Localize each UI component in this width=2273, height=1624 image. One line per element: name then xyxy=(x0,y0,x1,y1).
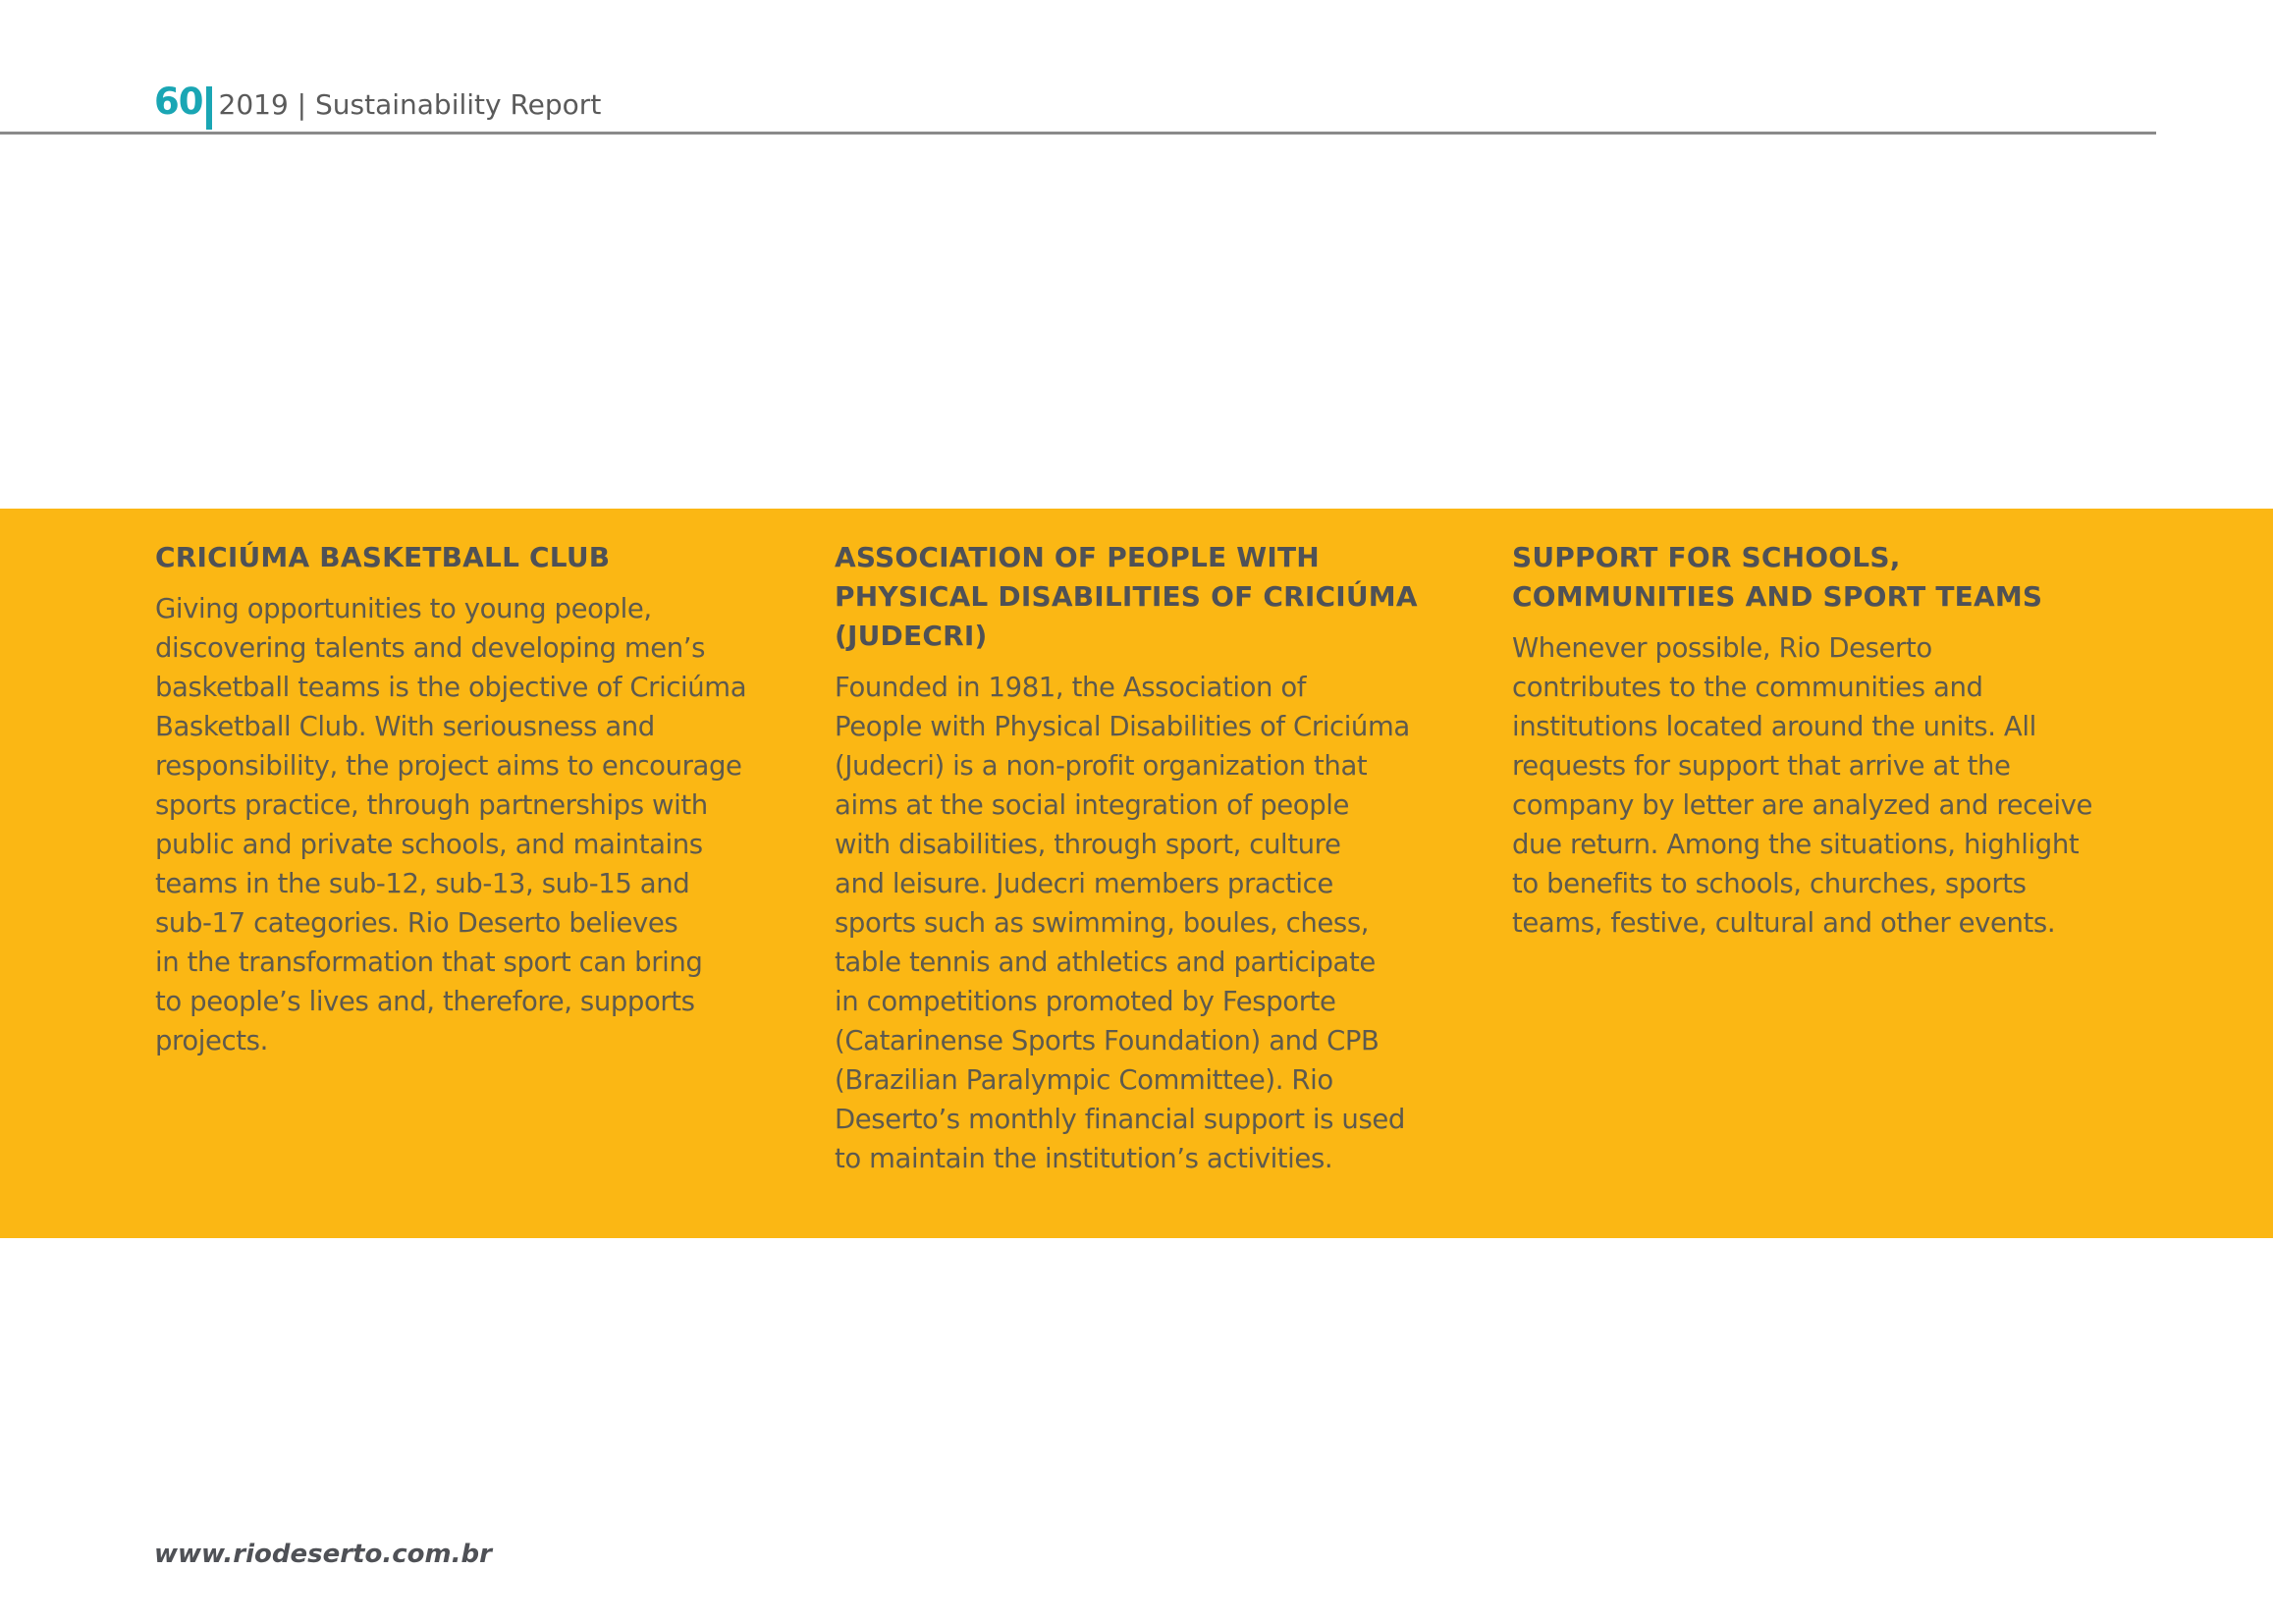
header-rule xyxy=(0,132,2156,135)
section-title: CRICIÚMA BASKETBALL CLUB xyxy=(155,541,611,573)
section-support-schools-communities xyxy=(1512,538,2165,943)
section-body: Whenever possible, Rio Deserto contributes to the communities and institutions located around the units. All requests for support that arrive at the company by letter are analyzed and receive due return. Among the situations, highlight to benefits to schools, churches, sports teams, festive, cultural and other events. xyxy=(1512,632,2093,939)
section-judecri xyxy=(835,538,1488,1178)
website-link[interactable]: www.riodeserto.com.br xyxy=(154,1540,492,1569)
page-number: 60 xyxy=(154,81,203,123)
page-header xyxy=(154,81,601,130)
section-criciuma-basketball-club xyxy=(155,538,808,1060)
report-title: 2019 | Sustainability Report xyxy=(218,88,602,121)
section-body: Founded in 1981, the Association of People with Physical Disabilities of Criciúma (Judecri) is a non-profit organization that aims at the social integration of people with disabilities, through sport, culture and leisure. Judecri members practice sports such as swimming, boules, chess, table tennis and athletics and participate in competitions promoted by Fesporte (Catarinense Sports Foundation) and CPB (Brazilian Paralympic Committee). Rio Deserto’s monthly financial support is used to maintain the institution’s activities. xyxy=(835,672,1410,1174)
section-title: ASSOCIATION OF PEOPLE WITH PHYSICAL DISABILITIES OF CRICIÚMA (JUDECRI) xyxy=(835,541,1418,652)
section-title: SUPPORT FOR SCHOOLS, COMMUNITIES AND SPORT TEAMS xyxy=(1512,541,2043,613)
section-body: Giving opportunities to young people, discovering talents and developing men’s basketball teams is the objective of Criciúma Basketball Club. With seriousness and responsibility, the project aims to encourage sports practice, through partnerships with public and private schools, and maintains teams in the sub-12, sub-13, sub-15 and sub-17 categories. Rio Deserto believes in the transformation that sport can bring to people’s lives and, therefore, supports projects. xyxy=(155,593,747,1056)
page-number-divider xyxy=(206,86,212,130)
